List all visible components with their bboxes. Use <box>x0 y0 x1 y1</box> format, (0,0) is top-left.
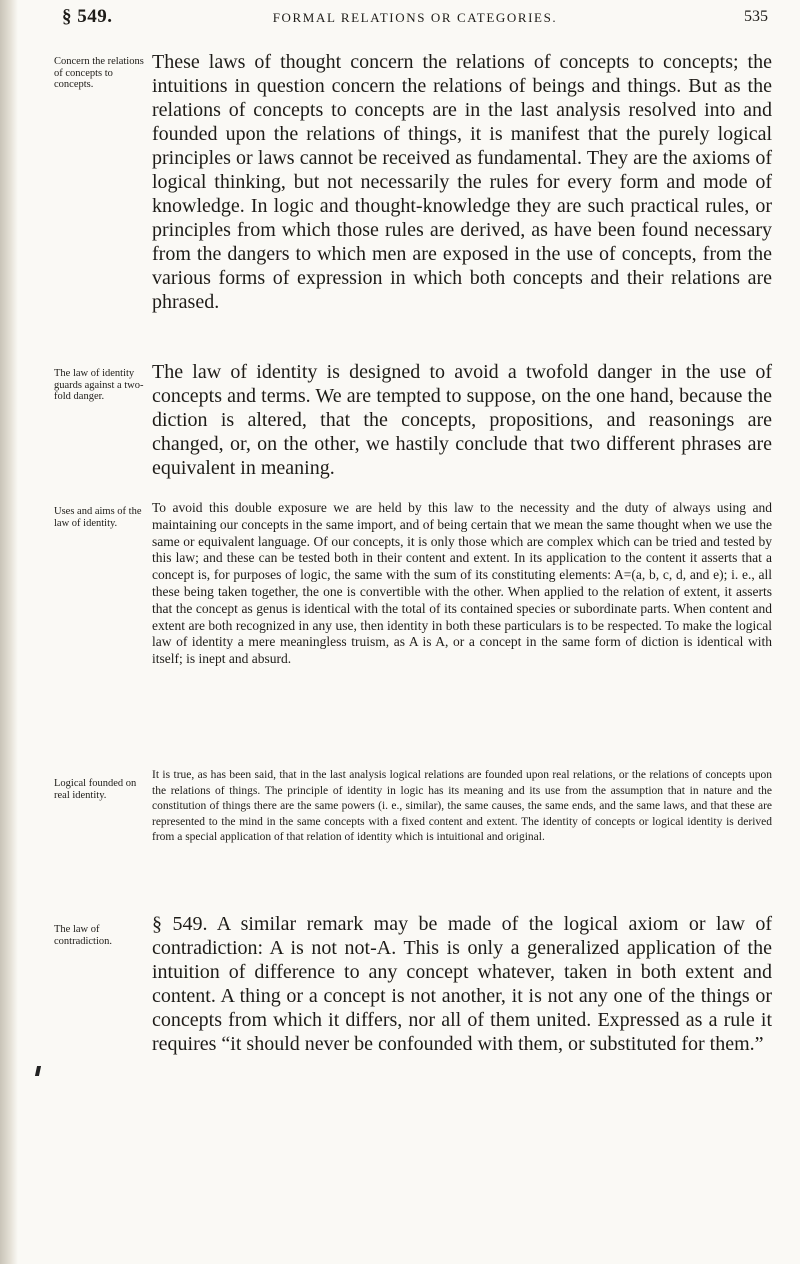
paragraph-uses-of-identity <box>62 500 772 668</box>
running-title: FORMAL RELATIONS OR CATEGORIES. <box>272 10 558 25</box>
sidenote-uses: Uses and aims of the law of identity. <box>54 506 142 529</box>
paragraph-text: These laws of thought concern the relations of concepts to concepts; the intuitions in question concern the relations of beings and things. But as the relations of concepts to concepts are in the last analysis resolved into and founded upon the relations of things, it is manifest that the purely logical principles or laws cannot be received as fundamental. They are the axioms of logical thinking, but not necessarily the rules for every form and mode of knowledge. In logic and thought-knowledge they are such practical rules, or principles from which those rules are derived, as have been found necessary from the dangers to which men are exposed in the use of concepts, from the various forms of expression in which both concepts and their relations are phrased. <box>152 51 772 313</box>
paragraph-text: § 549. A similar remark may be made of the logical axiom or law of contradiction: A is not not-A. This is only a generalized application of the intuition of difference to any concept whatever, taken in both extent and content. A thing or a concept is not another, it is not any one of the things or concepts from which it differs, nor all of them united. Expressed as a rule it requires “it should never be confounded with them, or substituted for them.” <box>152 913 772 1055</box>
running-head <box>62 6 768 32</box>
margin-mark <box>35 1066 41 1076</box>
sidenote-founded: Logical founded on real identity. <box>54 778 137 801</box>
paragraph-relations-of-concepts <box>62 50 772 314</box>
sidenote-contradiction: The law of contradiction. <box>54 924 113 947</box>
paragraph-text: The law of identity is designed to avoid a twofold danger in the use of concepts and terms. We are tempted to suppose, on the one hand, because the diction is altered, that the concepts, propositions, and reasonings are changed, or, on the other, we hastily conclude that two different phrases are equivalent in meaning. <box>152 361 772 479</box>
paragraph-real-identity <box>62 768 772 846</box>
paragraph-law-of-identity <box>62 360 772 480</box>
section-number: § 549. <box>62 6 113 27</box>
page-number: 535 <box>744 8 768 25</box>
paragraph-law-of-contradiction <box>62 912 772 1056</box>
sidenote-identity: The law of identity guards against a two-fold danger. <box>54 368 144 402</box>
binding-edge <box>0 0 18 1264</box>
paragraph-text: To avoid this double exposure we are held by this law to the necessity and the duty of always using and maintaining our concepts in the same import, and of being certain that we mean the same thought when we use the same or equivalent language. Of our concepts, it is only those which are complex which can be tried and tested by this law; and these can be tested both in their content and extent. In its application to the content it asserts that a concept is, for purposes of logic, the same with the sum of its constituting elements: A=(a, b, c, d, and e); i. e., all these being taken together, the one is convertible with the other. When applied to the relation of extent, it asserts that the concept as genus is identical with the total of its contained species or subordinate parts. When content and extent are both recognized in any use, then identity in both these particulars is to be respected. To make the logical law of identity a mere meaningless truism, as A is A, or a concept in the same form of diction is identical with itself; is inept and absurd. <box>152 500 772 667</box>
paragraph-text: It is true, as has been said, that in the last analysis logical relations are founded upon real relations, or the relations of concepts upon the relations of things. The principle of identity in logic has its meaning and its use from the assumption that in nature and the constitution of things there are the same powers (i. e., similar), the same causes, the same ends, and the same laws, and that these are represented to the mind in the same concepts with a fixed content and extent. The identity of concepts or logical identity is derived from a special application of that relation of identity which is intuitional and original. <box>152 769 772 844</box>
sidenote-concepts: Concern the relations of concepts to concepts. <box>54 56 144 90</box>
